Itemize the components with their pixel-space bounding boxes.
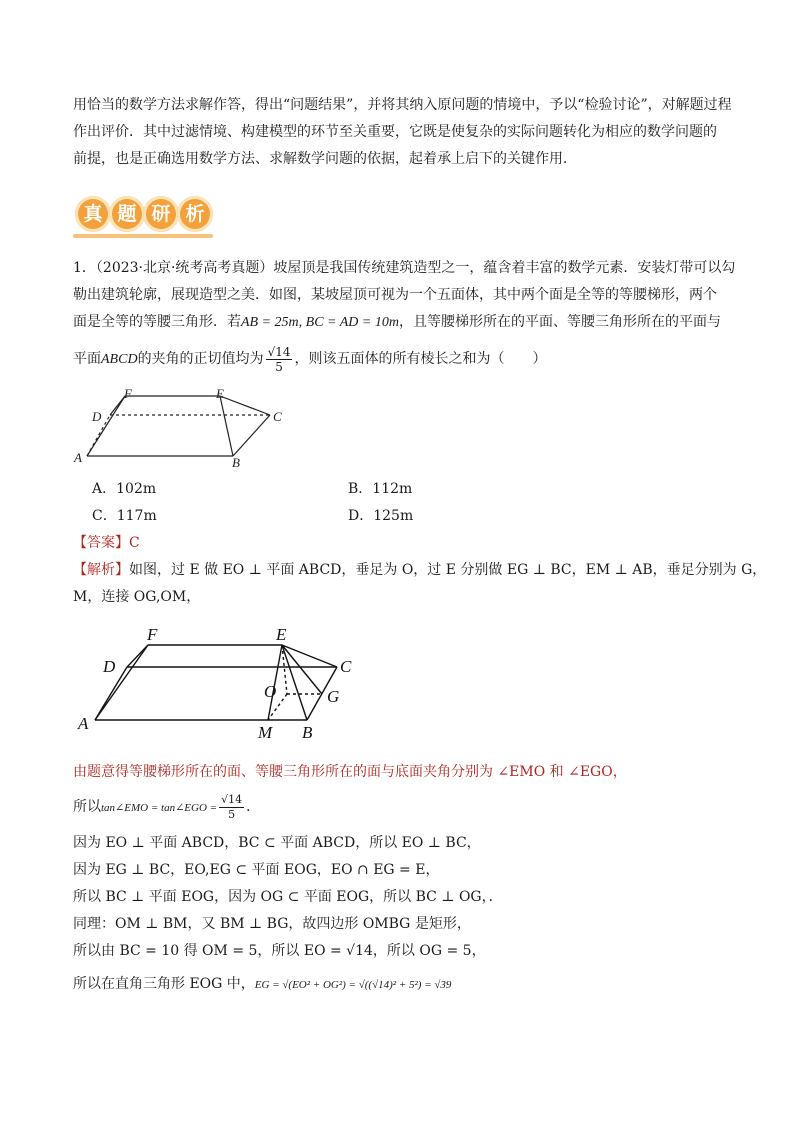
question-fraction (266, 345, 293, 374)
question-line-3-a: 面是全等的等腰三角形．若 (73, 314, 241, 330)
label-F: F (124, 386, 132, 401)
solution-fraction-numerator: √14 (221, 792, 243, 806)
solution-line-2-b: ． (246, 799, 261, 815)
solution-line-1: 由题意得等腰梯形所在的面、等腰三角形所在的面与底面夹角分别为 ∠EMO 和 ∠EGO， (73, 764, 627, 780)
solution-line-6: 同理：OM ⊥ BM，又 BM ⊥ BG，故四边形 OMBG 是矩形， (73, 916, 471, 932)
label-B: B (302, 723, 313, 742)
option-a-letter: A． (92, 481, 117, 497)
solution-line-8-math: EG = √(EO² + OG²) = √((√14)² + 5²) = √39 (254, 979, 452, 991)
badge-char-2: 题 (109, 196, 145, 232)
analysis-line-1 (73, 560, 766, 580)
analysis-label: 【解析】 (73, 562, 129, 578)
analysis-line-1-text: 如图，过 E 做 EO ⊥ 平面 ABCD，垂足为 O，过 E 分别做 EG ⊥ BC，EM ⊥ AB，垂足分别为 G， (129, 562, 767, 578)
solution-line-3: 因为 EO ⊥ 平面 ABCD，BC ⊂ 平面 ABCD，所以 EO ⊥ BC， (73, 835, 481, 851)
solution-line-2-math: tan∠EMO = tan∠EGO = (101, 802, 218, 814)
section-badge (73, 194, 213, 236)
edge-EB (220, 396, 233, 456)
option-b-letter: B． (348, 481, 373, 497)
answer-value: C (129, 535, 140, 551)
solution-line-2 (73, 790, 260, 825)
option-a (92, 479, 156, 499)
edge-BC (233, 415, 270, 456)
intro-line-2: 作出评价．其中过滤情境、构建模型的环节至关重要，它既是使复杂的实际问题转化为相应的数学问题的 (73, 124, 717, 140)
intro-line-3: 前提，也是正确选用数学方法、求解数学问题的依据，起着承上启下的关键作用． (73, 151, 577, 167)
label-D: D (103, 657, 116, 676)
solution-line-7: 所以由 BC = 10 得 OM = 5，所以 EO = √14，所以 OG = 5， (73, 943, 486, 959)
label-O: O (264, 682, 277, 701)
solution-line-2-a: 所以 (73, 799, 101, 815)
fraction-numerator: √14 (267, 344, 291, 359)
solution-line-5: 所以 BC ⊥ 平面 EOG，因为 OG ⊂ 平面 EOG，所以 BC ⊥ OG，． (73, 889, 503, 905)
label-E: E (276, 625, 287, 644)
solution-line-8 (73, 974, 451, 995)
label-M: M (258, 723, 273, 742)
answer-label: 【答案】 (73, 535, 129, 551)
label-G: G (327, 687, 340, 706)
question-line-4-c: ，则该五面体的所有棱长之和为（ ） (294, 351, 547, 367)
fraction-denominator: 5 (275, 359, 283, 374)
question-line-3-math: AB = 25m, BC = AD = 10m (241, 315, 399, 330)
question-line-4-b: 的夹角的正切值均为 (137, 351, 264, 367)
badge-char-1: 真 (75, 196, 111, 232)
option-b (348, 479, 412, 499)
edge-FD (127, 645, 148, 667)
option-c-text: 117m (116, 508, 157, 524)
question-line-4 (73, 342, 546, 377)
edge-FD (110, 396, 125, 415)
label-C: C (273, 409, 282, 424)
label-E: E (216, 386, 224, 401)
badge-char-4: 析 (177, 196, 213, 232)
edge-EC (220, 396, 270, 415)
option-d-text: 125m (373, 508, 414, 524)
figure-pentahedron-2 (75, 620, 375, 745)
option-b-text: 112m (372, 481, 413, 497)
option-a-text: 102m (116, 481, 157, 497)
question-line-4-math: ABCD (101, 352, 138, 367)
question-line-3-b: ，且等腰梯形所在的平面、等腰三角形所在的平面与 (398, 314, 721, 330)
label-F: F (147, 625, 158, 644)
question-line-3 (73, 312, 721, 333)
solution-fraction-denominator: 5 (228, 807, 236, 821)
analysis-line-2: M，连接 OG,OM， (73, 589, 201, 605)
label-D: D (92, 409, 102, 424)
badge-char-3: 研 (143, 196, 179, 232)
label-A: A (78, 714, 89, 733)
label-A: A (74, 450, 82, 465)
label-C: C (340, 657, 352, 676)
solution-fraction (219, 793, 244, 822)
question-line-1: 1．（2023·北京·统考高考真题）坡屋顶是我国传统建筑造型之一，蕴含着丰富的数学元素．安装灯带可以勾 (73, 260, 736, 276)
figure-pentahedron-1 (70, 385, 285, 475)
solution-line-4: 因为 EG ⊥ BC，EO,EG ⊂ 平面 EOG，EO ∩ EG = E， (73, 862, 440, 878)
option-d-letter: D． (348, 508, 374, 524)
badge-underline (73, 234, 213, 238)
option-c (92, 506, 157, 526)
question-line-4-a: 平面 (73, 351, 101, 367)
label-B: B (232, 455, 240, 470)
option-c-letter: C． (92, 508, 117, 524)
answer (73, 533, 140, 553)
solution-line-8-a: 所以在直角三角形 EOG 中， (73, 976, 255, 992)
edge-FA (87, 396, 125, 456)
question-line-2: 勒出建筑轮廓，展现造型之美．如图，某坡屋顶可视为一个五面体，其中两个面是全等的等腰梯形，两个 (73, 287, 717, 303)
intro-line-1: 用恰当的数学方法求解作答，得出“问题结果”，并将其纳入原问题的情境中，予以“检验讨论”，对解题过程 (73, 97, 732, 113)
option-d (348, 506, 413, 526)
